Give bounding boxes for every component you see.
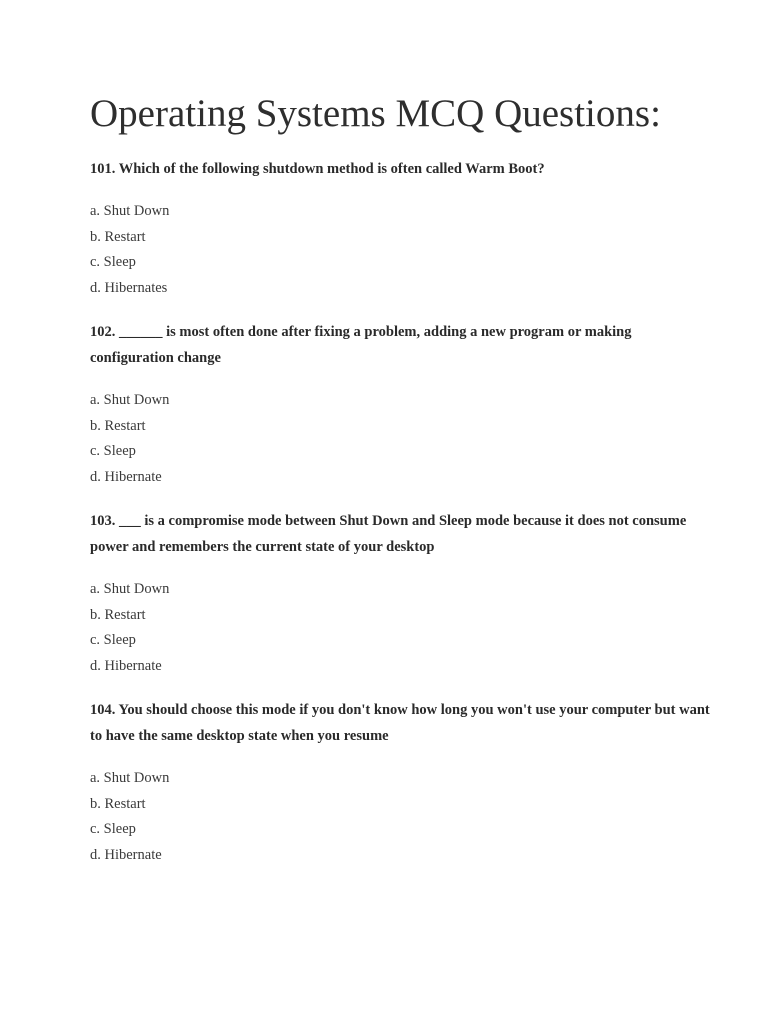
option-a: a. Shut Down: [90, 203, 170, 219]
question-text: 102. ______ is most often done after fixing a problem, adding a new program or making configuration change: [90, 324, 632, 366]
question-text: 101. Which of the following shutdown method is often called Warm Boot?: [90, 161, 545, 177]
question-104: [90, 697, 710, 868]
option-d: d. Hibernates: [90, 279, 168, 296]
option-c: c. Sleep: [90, 443, 136, 459]
option-list: [90, 766, 710, 868]
option-b: b. Restart: [90, 795, 146, 812]
question-101: [90, 156, 710, 301]
option-list: [90, 388, 710, 490]
option-list: [90, 199, 710, 301]
option-b: b. Restart: [90, 228, 146, 245]
option-c: c. Sleep: [90, 254, 136, 270]
option-a: a. Shut Down: [90, 392, 170, 408]
question-103: [90, 508, 710, 679]
page-title: Operating Systems MCQ Questions:: [90, 92, 661, 135]
option-d: d. Hibernate: [90, 846, 162, 863]
option-list: [90, 577, 710, 679]
option-c: c. Sleep: [90, 632, 136, 648]
question-text: 104. You should choose this mode if you don't know how long you won't use your computer but want to have the same desktop state when you resume: [90, 702, 710, 744]
option-a: a. Shut Down: [90, 581, 170, 597]
question-text: 103. ___ is a compromise mode between Shut Down and Sleep mode because it does not consume power and remembers the current state of your desktop: [90, 513, 687, 555]
option-d: d. Hibernate: [90, 468, 162, 485]
option-b: b. Restart: [90, 606, 146, 623]
option-d: d. Hibernate: [90, 657, 162, 674]
option-a: a. Shut Down: [90, 770, 170, 786]
option-b: b. Restart: [90, 417, 146, 434]
option-c: c. Sleep: [90, 821, 136, 837]
question-102: [90, 319, 710, 490]
